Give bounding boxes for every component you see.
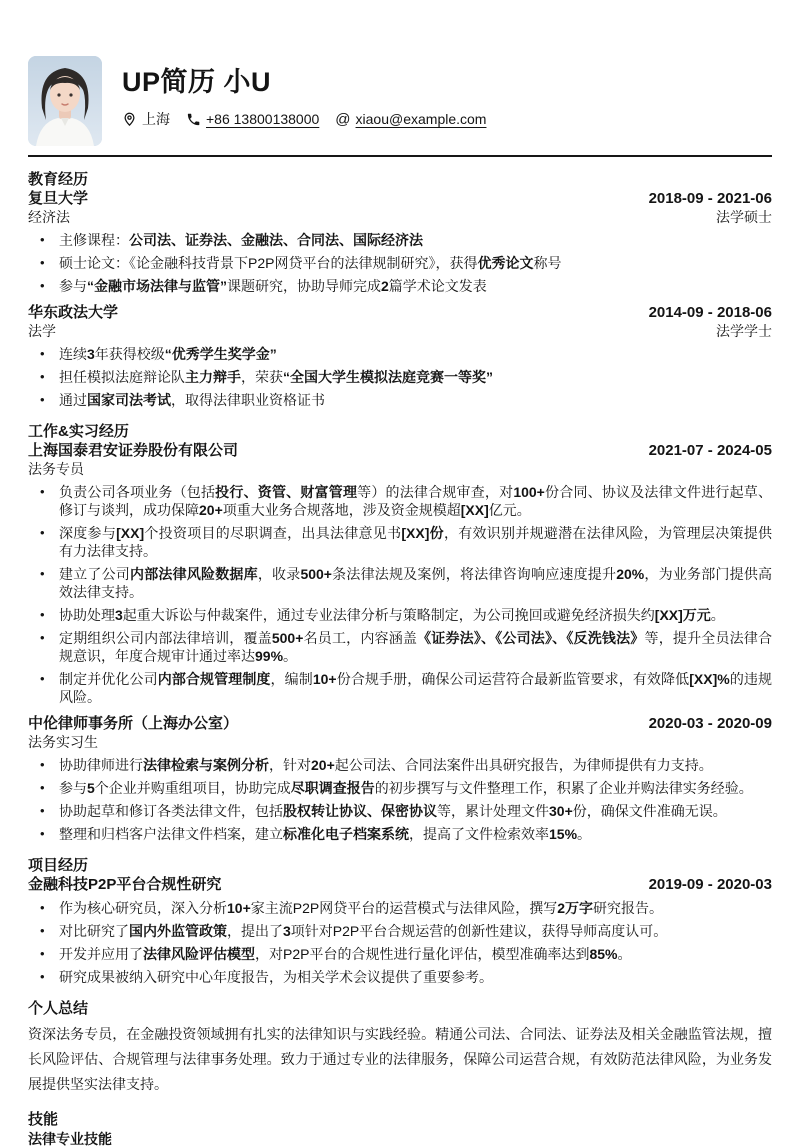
list-item: • 研究成果被纳入研究中心年度报告，为相关学术会议提供了重要参考。: [28, 968, 772, 986]
entry: [28, 189, 772, 295]
page-title: UP简历 小U: [122, 67, 272, 97]
section-title-summary: 个人总结: [28, 1000, 89, 1017]
map-pin-icon: [122, 112, 137, 127]
summary-paragraph: 资深法务专员，在金融投资领域拥有扎实的法律知识与实践经验。精通公司法、合同法、证券法及相关金融监管法规，擅长风险评估、合规管理与法律事务处理。致力于通过专业的法律服务，保障公司运营合规，有效防范法律风险，为业务发展提供坚实法律支持。: [28, 1026, 772, 1092]
entry: [28, 714, 772, 843]
list-item: • 参与5个企业并购重组项目，协助完成尽职调查报告的初步撰写与文件整理工作，积累了企业并购法律实务经验。: [28, 779, 772, 797]
avatar-photo: [28, 56, 102, 146]
entry-org: 金融科技P2P平台合规性研究: [28, 876, 222, 893]
section-title-projects: 项目经历: [28, 857, 89, 874]
section-work: [28, 422, 772, 843]
bullet-list: [28, 756, 772, 843]
resume-header: [28, 56, 772, 146]
list-item: • 连续3年获得校级“优秀学生奖学金”: [28, 345, 772, 363]
entry: [28, 441, 772, 706]
list-item: • 深度参与[XX]个投资项目的尽职调查，出具法律意见书[XX]份，有效识别并规避潜在法律风险，为管理层决策提供有力法律支持。: [28, 524, 772, 560]
location-text: 上海: [142, 111, 170, 127]
list-item: • 协助起草和修订各类法律文件，包括股权转让协议、保密协议等，累计处理文件30+份，确保文件准确无误。: [28, 802, 772, 820]
location-item: [122, 109, 170, 129]
entry-org: 复旦大学: [28, 190, 89, 207]
at-sign-icon: @: [335, 110, 351, 128]
list-item: • 制定并优化公司内部合规管理制度，编制10+份合规手册，确保公司运营符合最新监管要求，有效降低[XX]%的违规风险。: [28, 670, 772, 706]
entry-role: 经济法: [28, 209, 70, 225]
entry-org: 上海国泰君安证券股份有限公司: [28, 442, 239, 459]
section-education: [28, 170, 772, 409]
id-photo-illustration: [28, 56, 102, 146]
section-skills: [28, 1110, 772, 1148]
section-summary: [28, 999, 772, 1097]
entry-org: 中伦律师事务所（上海办公室）: [28, 715, 239, 732]
list-item: • 主修课程：公司法、证券法、金融法、合同法、国际经济法: [28, 231, 772, 249]
entry-sub: [28, 322, 772, 340]
section-title-work: 工作&实习经历: [28, 423, 129, 440]
section-title-skills: 技能: [28, 1111, 59, 1128]
entry-role: 法学: [28, 323, 56, 339]
header-info: [122, 56, 502, 129]
entry-sub: [28, 208, 772, 226]
bullet-list: [28, 899, 772, 986]
list-item: • 通过国家司法考试，取得法律职业资格证书: [28, 391, 772, 409]
entry-degree: 法学学士: [716, 323, 772, 339]
entry-org: 华东政法大学: [28, 304, 119, 321]
header-divider: [28, 155, 772, 157]
email-link[interactable]: xiaou@example.com: [355, 111, 487, 127]
entry-date: 2014-09 - 2018-06: [648, 304, 772, 321]
entry-head: [28, 189, 772, 208]
list-item: • 协助律师进行法律检索与案例分析，针对20+起公司法、合同法案件出具研究报告，为律师提供有力支持。: [28, 756, 772, 774]
resume-body: [28, 170, 772, 1148]
bullet-list: [28, 345, 772, 409]
list-item: • 作为核心研究员，深入分析10+家主流P2P网贷平台的运营模式与法律风险，撰写2万字研究报告。: [28, 899, 772, 917]
skills-subtitle: 法律专业技能: [28, 1131, 112, 1147]
entry: [28, 875, 772, 986]
entry-date: 2020-03 - 2020-09: [648, 715, 772, 732]
list-item: • 开发并应用了法律风险评估模型，对P2P平台的合规性进行量化评估，模型准确率达到85%。: [28, 945, 772, 963]
list-item: • 协助处理3起重大诉讼与仲裁案件，通过专业法律分析与策略制定，为公司挽回或避免经济损失约[XX]万元。: [28, 606, 772, 624]
phone-item: [186, 111, 319, 127]
list-item: • 参与“金融市场法律与监管”课题研究，协助导师完成2篇学术论文发表: [28, 277, 772, 295]
bullet-list: [28, 483, 772, 706]
phone-link[interactable]: +86 13800138000: [206, 111, 320, 127]
contact-row: [122, 109, 502, 129]
list-item: • 整理和归档客户法律文件档案，建立标准化电子档案系统，提高了文件检索效率15%。: [28, 825, 772, 843]
section-projects: [28, 856, 772, 986]
list-item: • 硕士论文：《论金融科技背景下P2P网贷平台的法律规制研究》，获得优秀论文称号: [28, 254, 772, 272]
list-item: • 担任模拟法庭辩论队主力辩手，荣获“全国大学生模拟法庭竞赛一等奖”: [28, 368, 772, 386]
list-item: • 对比研究了国内外监管政策，提出了3项针对P2P平台合规运营的创新性建议，获得导师高度认可。: [28, 922, 772, 940]
entry-date: 2021-07 - 2024-05: [648, 442, 772, 459]
entry-sub: [28, 460, 772, 478]
list-item: • 负责公司各项业务（包括投行、资管、财富管理等）的法律合规审查，对100+份合同、协议及法律文件进行起草、修订与谈判，成功保障20+项重大业务合规落地，涉及资金规模超[XX]亿元。: [28, 483, 772, 519]
email-item: [335, 111, 486, 127]
entry-head: [28, 714, 772, 733]
entry-head: [28, 875, 772, 894]
entry-sub: [28, 733, 772, 751]
entry-head: [28, 303, 772, 322]
entry-date: 2018-09 - 2021-06: [648, 190, 772, 207]
bullet-list: [28, 231, 772, 295]
entry: [28, 303, 772, 409]
section-title-education: 教育经历: [28, 171, 89, 188]
phone-handset-icon: [186, 112, 201, 127]
entry-role: 法务实习生: [28, 734, 98, 750]
entry-date: 2019-09 - 2020-03: [648, 876, 772, 893]
list-item: • 建立了公司内部法律风险数据库，收录500+条法律法规及案例，将法律咨询响应速度提升20%，为业务部门提供高效法律支持。: [28, 565, 772, 601]
entry-role: 法务专员: [28, 461, 84, 477]
entry-head: [28, 441, 772, 460]
list-item: • 定期组织公司内部法律培训，覆盖500+名员工，内容涵盖《证券法》、《公司法》、《反洗钱法》等，提升全员法律合规意识，年度合规审计通过率达99%。: [28, 629, 772, 665]
entry-degree: 法学硕士: [716, 209, 772, 225]
